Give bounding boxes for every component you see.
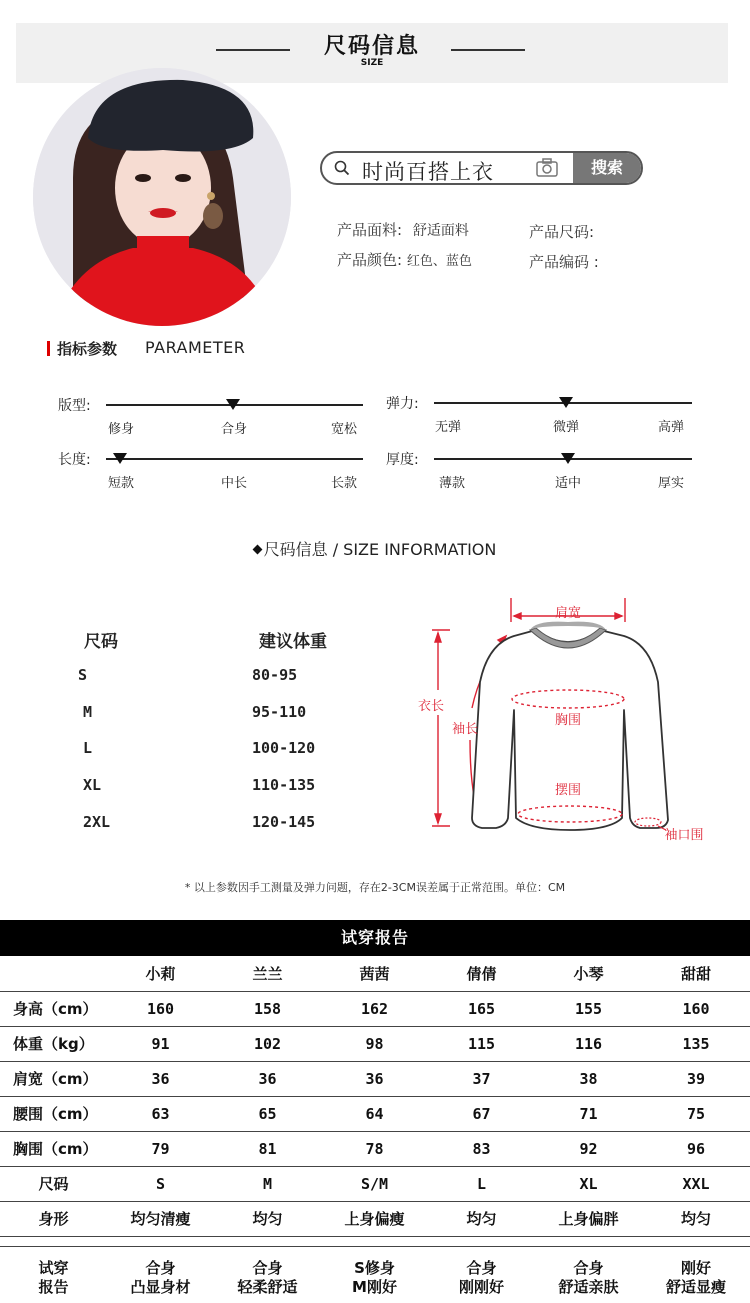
table-row (0, 1166, 750, 1201)
page-subtitle: SIZE (360, 58, 384, 68)
measurement-note: * 以上参数因手工测量及弹力问题，存在2-3CM误差属于正常范围。单位：CM (184, 881, 566, 894)
size-cell: XL (83, 776, 102, 794)
table-cell (642, 1246, 750, 1303)
scale-elasticity (386, 393, 696, 433)
tester-name: 茜茜 (321, 956, 428, 991)
table-cell: 81 (214, 1131, 321, 1166)
size-info-title (0, 537, 750, 560)
feedback-line: 合身 (145, 1259, 176, 1278)
table-row (0, 1061, 750, 1096)
diagram-label-sleeve: 袖长 (451, 722, 479, 737)
feedback-line: 凸显身材 (130, 1278, 191, 1297)
table-spacer (0, 1236, 750, 1246)
code-label: 产品编码 : (529, 253, 599, 271)
feedback-line: 刚好 (680, 1259, 711, 1278)
row-label (0, 1246, 107, 1303)
table-cell: XL (535, 1166, 642, 1201)
size-info-title-text: 尺码信息 / SIZE INFORMATION (263, 540, 497, 559)
scale-marker (559, 397, 573, 408)
diagram-label-shoulder: 肩宽 (554, 606, 582, 621)
feedback-line: 合身 (573, 1259, 604, 1278)
scale-label: 版型: (58, 398, 91, 414)
table-row (0, 1096, 750, 1131)
table-row (0, 956, 750, 991)
table-cell: 均匀 (642, 1201, 750, 1236)
size-cell: 2XL (83, 813, 111, 831)
feedback-line: S修身 (354, 1259, 395, 1278)
table-cell: 78 (321, 1131, 428, 1166)
scale-fit (58, 395, 368, 435)
weight-cell: 100-120 (252, 739, 316, 757)
table-row (0, 1201, 750, 1236)
table-cell: 38 (535, 1061, 642, 1096)
table-cell: 115 (428, 1026, 535, 1061)
table-cell: 79 (107, 1131, 214, 1166)
fabric-info (337, 219, 469, 240)
scale-option: 微弹 (552, 420, 580, 435)
feedback-line: 合身 (466, 1259, 497, 1278)
weight-cell: 95-110 (252, 703, 307, 721)
table-cell: 39 (642, 1061, 750, 1096)
table-row (0, 1026, 750, 1061)
tester-name: 小琴 (535, 956, 642, 991)
camera-icon[interactable] (536, 158, 558, 178)
scale-option: 中长 (220, 476, 248, 491)
size-cell: L (83, 739, 93, 757)
table-cell: 96 (642, 1131, 750, 1166)
scale-option: 薄款 (438, 476, 466, 491)
row-label: 胸围（cm） (0, 1131, 107, 1166)
table-row (0, 1131, 750, 1166)
table-cell: 158 (214, 991, 321, 1026)
table-cell: S (107, 1166, 214, 1201)
table-cell: L (428, 1166, 535, 1201)
table-cell: 98 (321, 1026, 428, 1061)
scale-option: 厚实 (657, 476, 685, 491)
table-cell: 65 (214, 1096, 321, 1131)
diagram-label-hem: 摆围 (554, 783, 582, 798)
row-label-line: 试穿 (38, 1259, 69, 1278)
search-bar[interactable] (320, 151, 643, 185)
scale-option: 适中 (554, 476, 582, 491)
product-code-info (529, 251, 599, 272)
table-cell (321, 1246, 428, 1303)
table-cell: 63 (107, 1096, 214, 1131)
table-cell: 162 (321, 991, 428, 1026)
scale-option: 短款 (107, 476, 135, 491)
report-table (0, 956, 750, 1303)
table-cell: 155 (535, 991, 642, 1026)
table-cell: 上身偏瘦 (321, 1201, 428, 1236)
weight-cell: 110-135 (252, 776, 316, 794)
table-cell (214, 1246, 321, 1303)
table-cell: 165 (428, 991, 535, 1026)
size-cell: M (83, 703, 93, 721)
table-cell: 135 (642, 1026, 750, 1061)
table-cell: 92 (535, 1131, 642, 1166)
scale-option: 长款 (330, 476, 358, 491)
table-cell: 上身偏胖 (535, 1201, 642, 1236)
table-cell: XXL (642, 1166, 750, 1201)
table-cell: M (214, 1166, 321, 1201)
row-label: 身高（cm） (0, 991, 107, 1026)
diamond-bullet-icon (252, 545, 262, 555)
table-cell: 75 (642, 1096, 750, 1131)
table-cell: 116 (535, 1026, 642, 1061)
scale-option: 修身 (107, 422, 135, 437)
feedback-line: 刚刚好 (458, 1278, 504, 1297)
table-cell: 36 (214, 1061, 321, 1096)
table-cell (0, 1236, 750, 1246)
table-row (0, 991, 750, 1026)
tester-name: 甜甜 (642, 956, 750, 991)
search-input[interactable]: 时尚百搭上衣 (362, 160, 494, 184)
row-label: 体重（kg） (0, 1026, 107, 1061)
weight-cell: 80-95 (252, 666, 298, 684)
feedback-line: 舒适显瘦 (665, 1278, 726, 1297)
table-cell: 160 (642, 991, 750, 1026)
garment-measurement-diagram (410, 590, 720, 850)
table-cell: 71 (535, 1096, 642, 1131)
table-cell (107, 1246, 214, 1303)
table-cell: 67 (428, 1096, 535, 1131)
tester-name: 兰兰 (214, 956, 321, 991)
scale-label: 弹力: (386, 396, 419, 412)
feedback-line: 合身 (252, 1259, 283, 1278)
scale-option: 合身 (220, 422, 248, 437)
fabric-label: 产品面料: (337, 221, 403, 239)
table-cell: 均匀 (214, 1201, 321, 1236)
scale-option: 高弹 (657, 420, 685, 435)
row-label: 身形 (0, 1201, 107, 1236)
table-cell: 37 (428, 1061, 535, 1096)
scale-label: 厚度: (386, 452, 419, 468)
table-cell: 36 (321, 1061, 428, 1096)
search-icon (334, 160, 350, 176)
diagram-label-chest: 胸围 (554, 713, 582, 728)
table-cell: 91 (107, 1026, 214, 1061)
table-cell (535, 1246, 642, 1303)
row-label: 尺码 (0, 1166, 107, 1201)
size-label: 产品尺码: (529, 223, 595, 241)
diagram-label-cuff: 袖口围 (664, 828, 704, 843)
color-value: 红色、蓝色 (406, 254, 472, 269)
row-label-line: 报告 (38, 1278, 69, 1297)
report-title: 试穿报告 (0, 920, 750, 956)
feedback-line: 舒适亲肤 (558, 1278, 619, 1297)
table-cell: 160 (107, 991, 214, 1026)
model-photo (33, 68, 291, 326)
parameter-accent-bar (47, 341, 50, 356)
tester-name: 倩倩 (428, 956, 535, 991)
scale-option: 宽松 (330, 422, 358, 437)
table-cell: 83 (428, 1131, 535, 1166)
size-cell: S (78, 666, 88, 684)
size-code-info (529, 221, 594, 242)
size-col-header: 尺码 (84, 632, 118, 652)
page-title: 尺码信息 (323, 34, 420, 59)
weight-col-header: 建议体重 (259, 632, 327, 652)
scale-thickness (386, 449, 696, 489)
scale-length (58, 449, 368, 489)
table-cell: 均匀 (428, 1201, 535, 1236)
table-cell: 36 (107, 1061, 214, 1096)
search-button[interactable]: 搜索 (573, 153, 641, 183)
table-cell (428, 1246, 535, 1303)
table-cell: 64 (321, 1096, 428, 1131)
scale-marker (226, 399, 240, 410)
table-cell: S/M (321, 1166, 428, 1201)
table-cell: 均匀清瘦 (107, 1201, 214, 1236)
weight-cell: 120-145 (252, 813, 316, 831)
scale-line (106, 458, 363, 460)
table-cell (0, 956, 107, 991)
scale-marker (561, 453, 575, 464)
fabric-value: 舒适面料 (412, 223, 469, 239)
tester-name: 小莉 (107, 956, 214, 991)
parameter-title-en: PARAMETER (145, 338, 246, 357)
table-cell: 102 (214, 1026, 321, 1061)
diagram-label-length: 衣长 (417, 699, 445, 714)
scale-marker (113, 453, 127, 464)
color-info (337, 249, 472, 270)
color-label: 产品颜色: (337, 251, 403, 269)
scale-option: 无弹 (434, 420, 462, 435)
feedback-line: 轻柔舒适 (237, 1278, 298, 1297)
row-label: 肩宽（cm） (0, 1061, 107, 1096)
table-row (0, 1246, 750, 1303)
feedback-line: M刚好 (352, 1278, 397, 1297)
row-label: 腰围（cm） (0, 1096, 107, 1131)
scale-label: 长度: (58, 452, 91, 468)
parameter-title-cn: 指标参数 (57, 340, 118, 358)
